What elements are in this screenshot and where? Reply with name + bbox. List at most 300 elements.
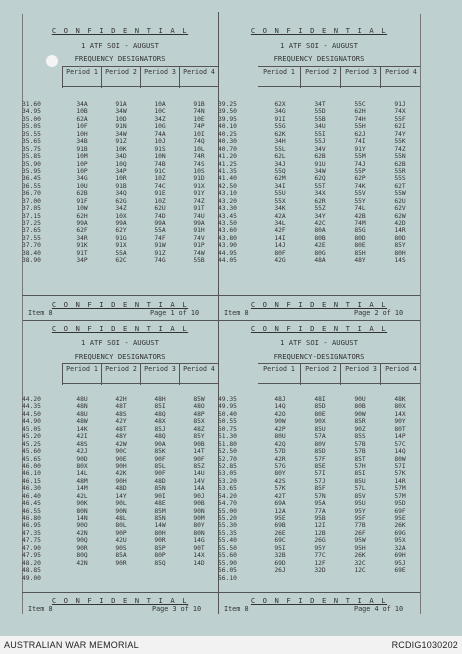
table-row [218, 101, 420, 108]
designator-cell: 26G [314, 537, 326, 545]
frequency-cell: 45.20 [22, 433, 41, 441]
designator-cell: 91C [154, 167, 166, 175]
designator-cell: 14Y [115, 492, 127, 500]
table-row [22, 235, 218, 242]
designator-cell: 42I [76, 433, 88, 441]
table-row [218, 183, 420, 190]
table-row [22, 545, 218, 552]
frequency-cell: 36.45 [22, 175, 41, 183]
table-row [22, 493, 218, 500]
frequency-cell: 49.35 [218, 396, 237, 403]
designator-cell: 74Z [394, 145, 406, 153]
column-header: Period 4 [183, 365, 215, 373]
table-row [22, 138, 218, 145]
column-header: Period 3 [144, 365, 176, 373]
designator-cell: 85N [154, 485, 166, 493]
designator-cell: 42D [394, 220, 406, 227]
frequency-cell: 35.95 [22, 167, 41, 175]
column-header: Period 3 [144, 68, 176, 76]
designator-cell: 48Q [154, 433, 166, 441]
frequency-cell: 54.20 [218, 492, 237, 500]
designator-cell: 14X [193, 552, 205, 560]
designator-cell: 10X [115, 212, 127, 220]
designator-cell: 57I [394, 462, 406, 470]
designator-cell: 90T [193, 544, 205, 552]
designator-cell: 95X [394, 537, 406, 545]
designator-cell: 48S [76, 440, 88, 448]
designator-cell: 90O [76, 522, 88, 530]
designator-cell: 42F [274, 227, 286, 235]
designator-cell: 42J [76, 448, 88, 456]
table-row [22, 116, 218, 123]
designator-cell: 55B [193, 257, 205, 265]
designator-cell: 80Y [274, 470, 286, 478]
designator-cell: 26K [354, 552, 366, 560]
designator-cell: 74F [154, 234, 166, 242]
designator-cell: 34T [314, 101, 326, 108]
table-row [218, 227, 420, 234]
table-row [22, 522, 218, 529]
designator-cell: 55Z [314, 205, 326, 213]
designator-cell: 42Q [274, 440, 286, 448]
page-number: Page 3 of 10 [152, 605, 202, 613]
designator-cell: 74U [193, 212, 205, 220]
designator-cell: 90E [115, 455, 127, 463]
designator-cell: 91X [193, 182, 205, 190]
designator-cell: 48S [115, 410, 127, 418]
table-header-rule [258, 383, 420, 384]
designator-cell: 14T [193, 448, 205, 456]
designator-cell: 55I [314, 130, 326, 138]
designator-cell: 77A [314, 507, 326, 515]
designator-cell: 85M [154, 507, 166, 515]
designator-cell: 95I [274, 544, 286, 552]
frequency-cell: 46.45 [22, 500, 41, 508]
designator-cell: 55G [274, 123, 286, 131]
designator-cell: 34G [76, 175, 88, 183]
designator-cell: 90B [193, 440, 205, 448]
designator-cell: 62U [394, 197, 406, 205]
designator-cell: 42Y [115, 418, 127, 426]
designator-cell: 90N [193, 507, 205, 515]
designator-cell: 26J [274, 567, 286, 575]
designator-cell: 95J [394, 559, 406, 567]
frequency-cell: 52.50 [218, 448, 237, 456]
designator-cell: 10A [154, 101, 166, 108]
designator-cell: 95U [354, 500, 366, 508]
designator-cell: 42O [274, 410, 286, 418]
designator-cell: 90R [115, 559, 127, 567]
column-header: Period 3 [345, 68, 377, 76]
designator-cell: 90Y [394, 418, 406, 426]
designator-cell: 90B [193, 500, 205, 508]
designator-cell: 34Y [314, 212, 326, 220]
table-row [218, 161, 420, 168]
designator-cell: 74L [354, 205, 366, 213]
table-row [22, 205, 218, 212]
designator-cell: 85T [354, 455, 366, 463]
table-row [22, 500, 218, 507]
frequency-cell: 55.60 [218, 552, 237, 560]
frequency-cell: 46.95 [22, 522, 41, 530]
frequency-cell: 41.25 [218, 160, 237, 168]
table-col-rule [62, 66, 63, 88]
frequency-cell: 40.25 [218, 130, 237, 138]
designator-cell: 74H [354, 115, 366, 123]
table-col-rule [179, 66, 180, 88]
table-row [22, 567, 218, 574]
designator-cell: 12A [274, 507, 286, 515]
designator-cell: 95A [314, 500, 326, 508]
designator-cell: 62B [394, 160, 406, 168]
frequency-cell: 44.20 [22, 396, 41, 403]
frequency-cell: 40.70 [218, 145, 237, 153]
table-row [218, 235, 420, 242]
frequency-cell: 44.95 [218, 249, 237, 257]
table-row [218, 426, 420, 433]
table-row [218, 403, 420, 410]
table-row [22, 478, 218, 485]
table-row [218, 560, 420, 567]
designator-cell: 48O [193, 403, 205, 411]
frequency-cell: 52.70 [218, 455, 237, 463]
designator-cell: 90F [154, 455, 166, 463]
frequency-cell: 43.45 [218, 212, 237, 220]
table-row [218, 456, 420, 463]
table-row [218, 500, 420, 507]
designator-cell: 77B [354, 522, 366, 530]
designator-cell: 95B [314, 515, 326, 522]
designator-cell: 48L [115, 515, 127, 522]
confidential-header: C O N F I D E N T I A L [51, 324, 189, 333]
designator-cell: 95W [354, 537, 366, 545]
designator-cell: 42C [314, 220, 326, 227]
table-col-rule [179, 363, 180, 385]
designator-cell: 80E [354, 242, 366, 250]
table-row [218, 242, 420, 249]
designator-cell: 95E [274, 515, 286, 522]
designator-cell: 74W [193, 249, 205, 257]
designator-cell: 57B [354, 440, 366, 448]
frequency-cell: 55.30 [218, 522, 237, 530]
designator-cell: 90M [193, 515, 205, 522]
frequency-cell: 36.70 [22, 190, 41, 198]
designator-cell: 10P [76, 167, 88, 175]
designator-cell: 34Z [154, 115, 166, 123]
confidential-footer: C O N F I D E N T I A L [250, 596, 388, 605]
frequency-cell: 40.10 [218, 123, 237, 131]
designator-cell: 55Q [274, 167, 286, 175]
designator-cell: 26E [274, 529, 286, 537]
designator-cell: 14N [76, 515, 88, 522]
designator-cell: 91W [154, 242, 166, 250]
designator-cell: 74V [193, 234, 205, 242]
designator-cell: 42P [274, 425, 286, 433]
designator-cell: 90N [115, 507, 127, 515]
designator-cell: 12I [314, 522, 326, 530]
designator-cell: 42N [76, 529, 88, 537]
designator-cell: 62B [76, 190, 88, 198]
designator-cell: 34R [76, 234, 88, 242]
designator-cell: 32A [394, 544, 406, 552]
designator-cell: 62M [274, 175, 286, 183]
designator-cell: 32B [274, 552, 286, 560]
table-row [218, 190, 420, 197]
designator-cell: 62J [354, 130, 366, 138]
designator-cell: 91Y [354, 145, 366, 153]
table-row [22, 470, 218, 477]
designator-cell: 10S [193, 167, 205, 175]
designator-cell: 90C [115, 448, 127, 456]
designator-cell: 10N [154, 153, 166, 161]
designator-cell: 34P [76, 257, 88, 265]
designator-cell: 48D [154, 477, 166, 485]
designator-cell: 90J [193, 492, 205, 500]
table-row [22, 220, 218, 227]
designator-cell: 91I [274, 115, 286, 123]
designator-cell: 69G [394, 529, 406, 537]
frequency-cell: 39.25 [218, 101, 237, 108]
frequency-cell: 55.40 [218, 537, 237, 545]
designator-cell: 90Q [76, 537, 88, 545]
frequency-cell: 48.85 [22, 567, 41, 575]
designator-cell: 48U [76, 396, 88, 403]
page-number: Page 2 of 10 [354, 309, 404, 317]
designator-cell: 91B [193, 101, 205, 108]
frequency-cell: 41.35 [218, 167, 237, 175]
frequency-cell: 49.00 [22, 574, 41, 582]
designator-cell: 32C [354, 559, 366, 567]
table-bottom-rule [218, 592, 420, 593]
designator-cell: 57M [394, 485, 406, 493]
designator-cell: 80A [314, 227, 326, 235]
designator-cell: 85N [154, 515, 166, 522]
designator-cell: 62Y [115, 227, 127, 235]
panel-page-3 [22, 321, 218, 615]
designator-cell: 55N [394, 153, 406, 161]
designator-cell: 34K [274, 205, 286, 213]
designator-cell: 85D [314, 403, 326, 411]
table-row [218, 463, 420, 470]
designator-cell: 10W [76, 205, 88, 213]
table-col-rule [62, 363, 63, 385]
table-row [22, 433, 218, 440]
designator-cell: 80X [76, 462, 88, 470]
designator-cell: 10C [154, 108, 166, 116]
designator-cell: 90A [154, 440, 166, 448]
frequency-cell: 45.25 [22, 440, 41, 448]
designator-cell: 91H [193, 227, 205, 235]
designator-cell: 14G [193, 537, 205, 545]
designator-cell: 90I [154, 492, 166, 500]
frequency-cell: 37.65 [22, 227, 41, 235]
confidential-header: C O N F I D E N T I A L [250, 324, 388, 333]
table-row [22, 463, 218, 470]
column-header: Period 2 [105, 68, 137, 76]
designator-cell: 80F [274, 249, 286, 257]
designator-cell: 95D [394, 500, 406, 508]
item-label: Item 8 [28, 605, 53, 613]
designator-cell: 48T [115, 425, 127, 433]
designator-cell: 91E [154, 190, 166, 198]
designator-cell: 48H [154, 396, 166, 403]
table-row [218, 198, 420, 205]
table-row [218, 250, 420, 257]
designator-cell: 62B [314, 153, 326, 161]
item-label: Item 8 [224, 309, 249, 317]
designator-cell: 85Z [193, 462, 205, 470]
frequency-cell: 43.20 [218, 197, 237, 205]
designator-cell: 90W [274, 418, 286, 426]
designator-cell: 85R [354, 418, 366, 426]
designator-cell: 34W [115, 130, 127, 138]
designator-cell: 80L [115, 522, 127, 530]
designator-cell: 99A [115, 220, 127, 227]
frequency-cell: 50.40 [218, 410, 237, 418]
table-row [218, 485, 420, 492]
designator-cell: 74D [154, 212, 166, 220]
soi-title: 1 ATF SOI - AUGUST [81, 41, 159, 50]
table-row [218, 545, 420, 552]
designator-cell: 48X [154, 418, 166, 426]
designator-cell: 74A [154, 130, 166, 138]
designator-cell: 34W [115, 108, 127, 116]
frequency-cell: 55.20 [218, 515, 237, 522]
designator-cell: 80D [354, 234, 366, 242]
table-row [218, 108, 420, 115]
designator-cell: 34U [314, 123, 326, 131]
designator-cell: 10J [154, 138, 166, 146]
designator-cell: 48J [274, 396, 286, 403]
column-header: Period 1 [263, 68, 295, 76]
designator-cell: 91K [76, 242, 88, 250]
frequency-cell: 47.90 [22, 544, 41, 552]
designator-cell: 48N [76, 403, 88, 411]
designator-cell: 85Y [394, 242, 406, 250]
designator-cell: 42U [115, 537, 127, 545]
designator-cell: 14W [154, 522, 166, 530]
designator-cell: 14D [193, 559, 205, 567]
table-row [22, 175, 218, 182]
table-row [22, 396, 218, 403]
item-label: Item 8 [28, 309, 53, 317]
frequency-cell: 43.30 [218, 205, 237, 213]
designator-cell: 69B [274, 522, 286, 530]
designator-cell: 90X [314, 418, 326, 426]
designator-cell: 90U [354, 396, 366, 403]
frequency-cell: 46.15 [22, 477, 41, 485]
designator-cell: 34Z [115, 205, 127, 213]
designator-cell: 34P [115, 167, 127, 175]
table-row [22, 485, 218, 492]
designator-cell: 90Z [354, 425, 366, 433]
designator-cell: 10D [115, 115, 127, 123]
designator-cell: 57J [314, 477, 326, 485]
table-col-rule [101, 66, 102, 88]
designator-cell: 85W [193, 396, 205, 403]
designator-cell: 91S [154, 145, 166, 153]
frequency-cell: 43.90 [218, 242, 237, 250]
table-row [22, 190, 218, 197]
column-header: Period 4 [385, 365, 417, 373]
designator-cell: 48K [394, 396, 406, 403]
confidential-footer: C O N F I D E N T I A L [250, 300, 388, 309]
table-col-rule [101, 363, 102, 385]
table-row [22, 426, 218, 433]
designator-cell: 74S [193, 160, 205, 168]
table-row [22, 161, 218, 168]
designator-cell: 42A [274, 212, 286, 220]
designator-cell: 57F [314, 455, 326, 463]
frequency-cell: 35.05 [22, 123, 41, 131]
designator-cell: 34I [274, 182, 286, 190]
designator-cell: 74N [193, 108, 205, 116]
designator-cell: 55J [314, 138, 326, 146]
table-col-rule [380, 66, 381, 88]
designator-cell: 55M [354, 153, 366, 161]
designator-cell: 12C [354, 567, 366, 575]
designator-cell: 48M [76, 477, 88, 485]
designator-cell: 95Y [314, 544, 326, 552]
frequency-designators-title: FREQUENCY DESIGNATORS [74, 54, 166, 63]
table-bottom-rule [22, 592, 218, 593]
table-row [218, 205, 420, 212]
frequency-designators-title: FREQUENCY DESIGNATORS [273, 54, 365, 63]
designator-cell: 34A [76, 101, 88, 108]
designator-cell: 10L [193, 145, 205, 153]
designator-cell: 55A [154, 227, 166, 235]
frequency-cell: 38.90 [22, 257, 41, 265]
frequency-cell: 51.80 [218, 440, 237, 448]
table-row [22, 537, 218, 544]
designator-cell: 62A [76, 115, 88, 123]
designator-cell: 69H [394, 552, 406, 560]
designator-cell: 91Z [115, 138, 127, 146]
designator-cell: 62C [115, 257, 127, 265]
frequency-cell: 55.35 [218, 529, 237, 537]
designator-cell: 48E [154, 500, 166, 508]
table-row [22, 560, 218, 567]
frequency-cell: 47.75 [22, 537, 41, 545]
designator-cell: 90W [354, 410, 366, 418]
designator-cell: 80N [193, 529, 205, 537]
table-row [218, 168, 420, 175]
table-row [218, 175, 420, 182]
designator-cell: 42L [76, 492, 88, 500]
designator-cell: 57M [394, 492, 406, 500]
designator-cell: 10E [193, 115, 205, 123]
frequency-cell: 35.65 [22, 138, 41, 146]
designator-cell: 55F [394, 115, 406, 123]
table-bottom-rule [22, 295, 218, 296]
designator-cell: 34X [314, 190, 326, 198]
frequency-cell: 44.35 [22, 403, 41, 411]
table-row [218, 508, 420, 515]
table-row [22, 153, 218, 160]
designator-cell: 85V [354, 492, 366, 500]
designator-cell: 74B [154, 160, 166, 168]
frequency-cell: 50.75 [218, 425, 237, 433]
designator-cell: 90H [115, 462, 127, 470]
designator-cell: 69E [394, 567, 406, 575]
designator-cell: 55T [314, 182, 326, 190]
designator-cell: 55A [115, 249, 127, 257]
designator-cell: 80E [314, 410, 326, 418]
frequency-cell: 40.30 [218, 138, 237, 146]
table-row [22, 508, 218, 515]
designator-cell: 62V [394, 205, 406, 213]
designator-cell: 62H [76, 212, 88, 220]
